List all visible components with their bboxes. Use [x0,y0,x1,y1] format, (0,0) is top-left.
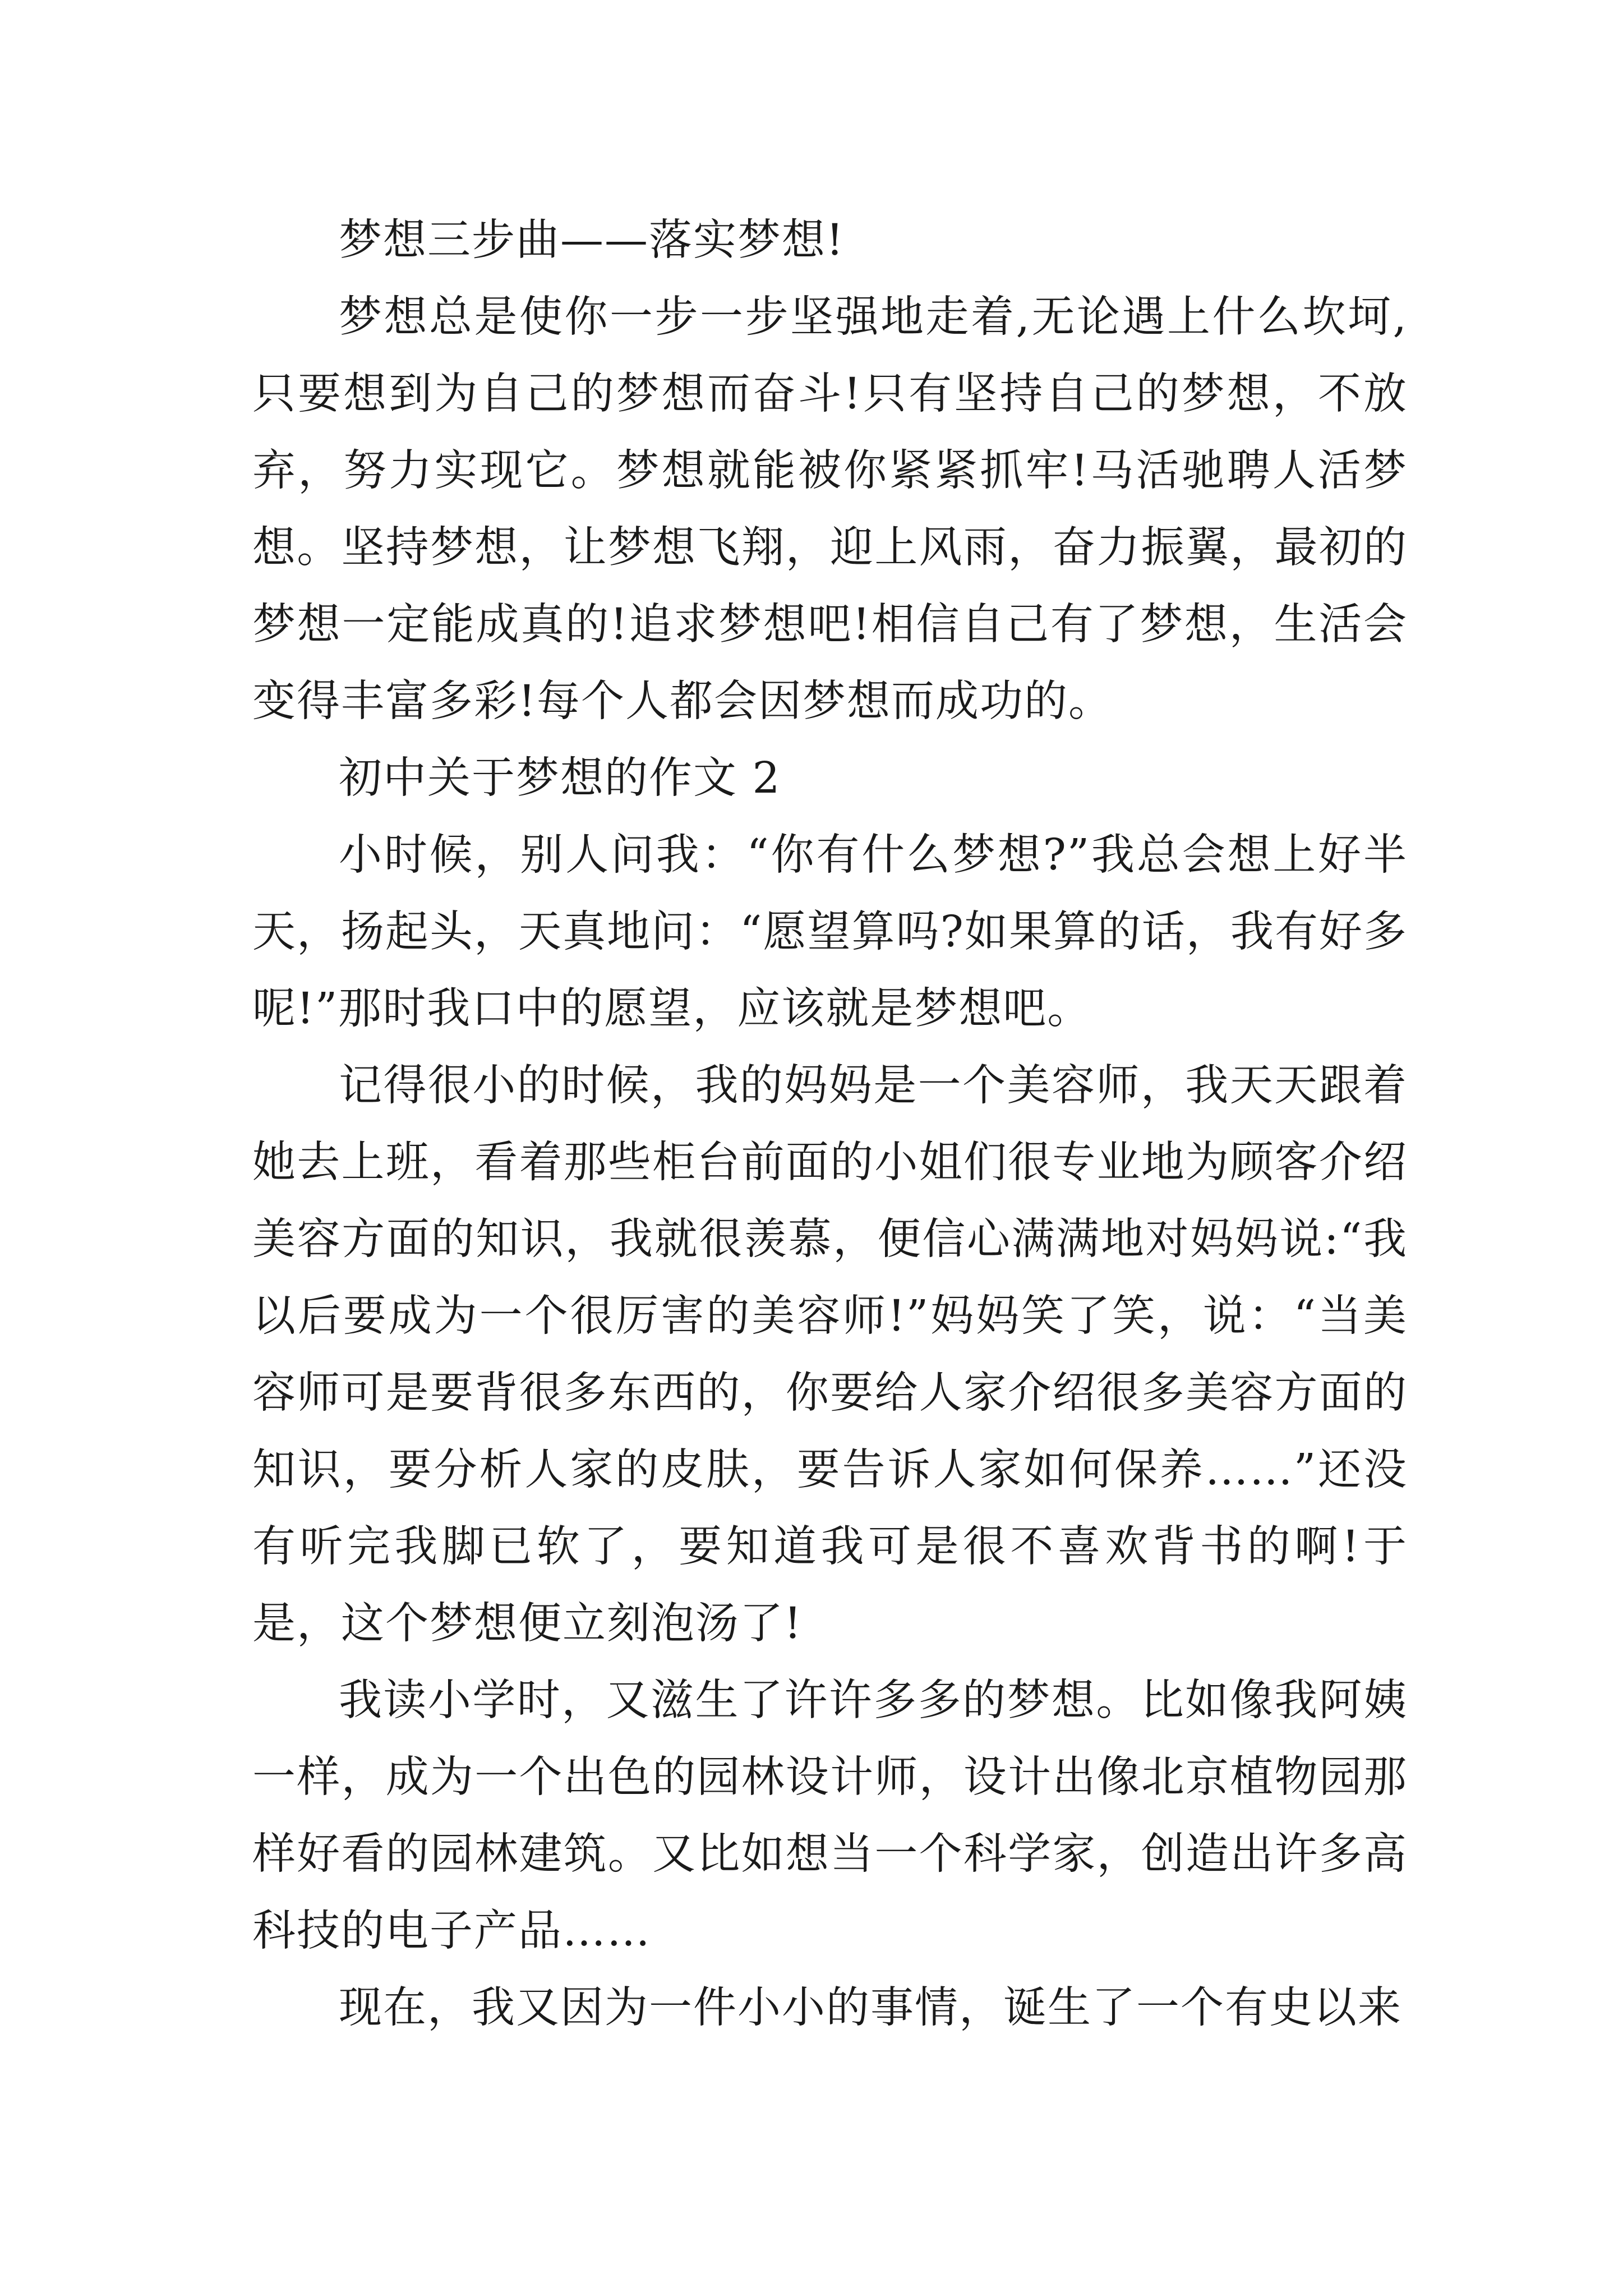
paragraph-6: 现在，我又因为一件小小的事情，诞生了一个有史以来 [339,1983,1402,2033]
paragraph-5: 我读小学时，又滋生了许许多多的梦想。比如像我阿姨一样，成为一个出色的园林设计师，设计出像北京植物园那样好看的园林建筑。又比如想当一个科学家，创造出许多高科技的电子产品…… [252,1676,1408,1956]
paragraph-3: 小时候，别人问我：“你有什么梦想?”我总会想上好半天，扬起头，天真地问：“愿望算吗?如果算的话，我有好多呢!”那时我口中的愿望，应该就是梦想吧。 [252,830,1408,1034]
paragraph-4: 记得很小的时候，我的妈妈是一个美容师，我天天跟着她去上班，看着那些柜台前面的小姐们很专业地为顾客介绍美容方面的知识，我就很羡慕，便信心满满地对妈妈说:“我以后要成为一个很厉害的美容师!”妈妈笑了笑，说：“当美容师可是要背很多东西的，你要给人家介绍很多美容方面的知识，要分析人家的皮肤，要告诉人家如何保养……”还没有听完我脚已软了，要知道我可是很不喜欢背书的啊!于是，这个梦想便立刻泡汤了! [252,1061,1408,1649]
document-body [252,202,1408,2046]
section-heading: 初中关于梦想的作文 2 [339,753,781,803]
paragraph-1: 梦想三步曲——落实梦想! [339,215,845,265]
paragraph-2: 梦想总是使你一步一步坚强地走着,无论遇上什么坎坷,只要想到为自己的梦想而奋斗!只有坚持自己的梦想，不放弃，努力实现它。梦想就能被你紧紧抓牢!马活驰聘人活梦想。坚持梦想，让梦想飞翔，迎上风雨，奋力振翼，最初的梦想一定能成真的!追求梦想吧!相信自己有了梦想，生活会变得丰富多彩!每个人都会因梦想而成功的。 [252,292,1408,726]
